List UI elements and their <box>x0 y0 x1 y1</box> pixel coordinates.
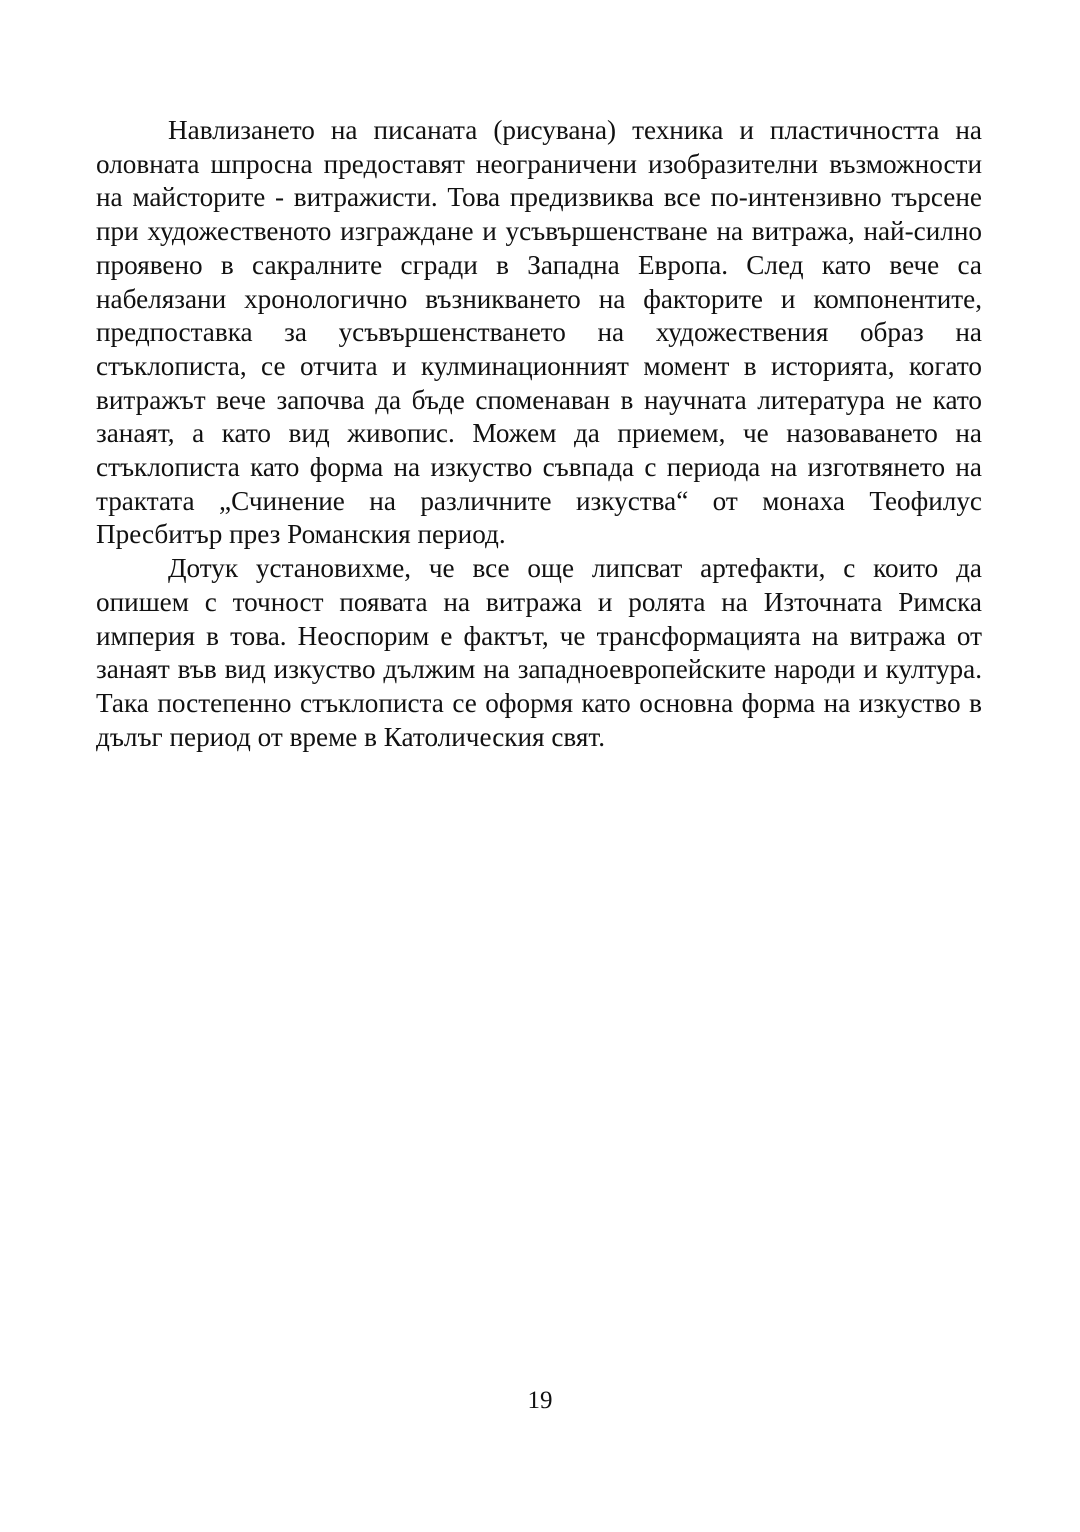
page-number: 19 <box>527 1387 553 1414</box>
paragraph-1: Навлизането на писаната (рисувана) техника и пластичността на оловната шпросна предоставят неограничени изобразителни възможности на майсторите - витражисти. Това предизвиква все по-интензивно търсене при художественото изграждане и усъвършенстване на витража, най-силно проявено в сакралните сгради в Западна Европа. След като вече са набелязани хронологично възникването на факторите и компонентите, предпоставка за усъвършенстването на художествения образ на стъклописта, се отчита и кулминационният момент в историята, когато витражът вече започва да бъде споменаван в научната литература не като занаят, а като вид живопис. Можем да приемем, че назоваването на стъклописта като форма на изкуство съвпада с периода на изготвянето на трактата „Счинение на различните изкуства“ от монаха Теофилус Пресбитър през Романския период. <box>96 115 982 550</box>
paragraph-2: Дотук установихме, че все още липсват артефакти, с които да опишем с точност появата на витража и ролята на Източната Римска империя в това. Неоспорим е фактът, че трансформацията на витража от занаят във вид изкуство дължим на западноевропейските народи и култура. Така постепенно стъклописта се оформя като основна форма на изкуство в дълъг период от време в Католическия свят. <box>96 553 982 752</box>
body-text <box>96 114 982 754</box>
